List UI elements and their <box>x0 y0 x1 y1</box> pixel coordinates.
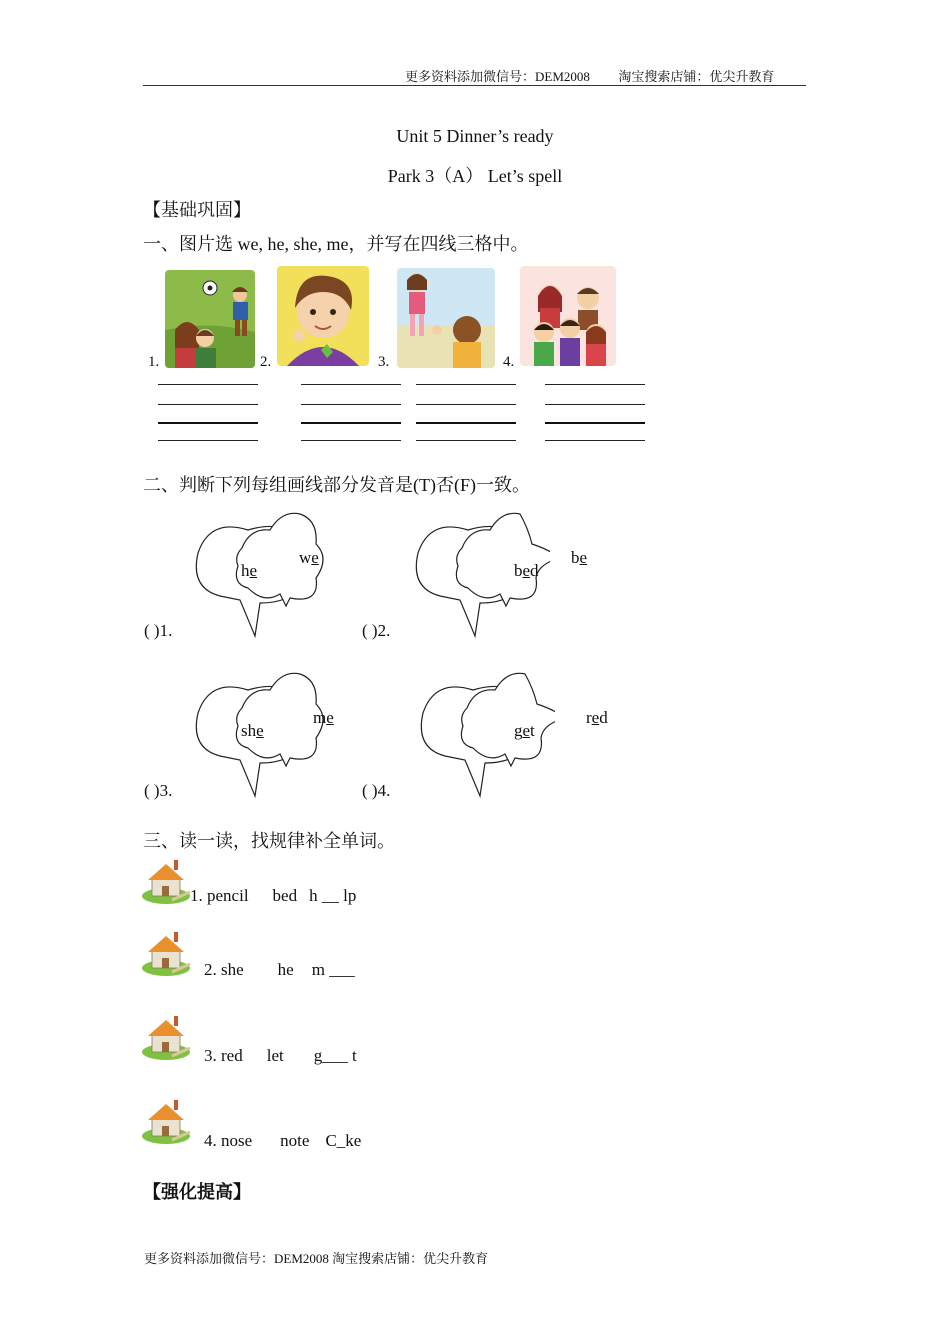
fill-blank-1[interactable]: h __ lp <box>309 886 357 905</box>
picture-boy <box>277 266 369 366</box>
answer-blank-3[interactable]: ( )3. <box>144 781 173 800</box>
answer-blank-1[interactable]: ( )1. <box>144 621 173 640</box>
q1-number-2: 2. <box>260 354 272 370</box>
word-we: we <box>299 548 319 567</box>
word-get: get <box>514 721 535 740</box>
picture-girls <box>397 268 495 368</box>
house-icon <box>142 1096 204 1148</box>
header-wechat: 更多资料添加微信号：DEM2008 <box>405 69 590 84</box>
word-she: she <box>241 721 264 740</box>
house-icon <box>142 1012 204 1064</box>
q3-heading: 三、读一读，找规律补全单词。 <box>143 831 395 851</box>
word-red: red <box>586 708 608 727</box>
page-title: Unit 5 Dinner’s ready <box>396 126 554 146</box>
fill-blank-4[interactable]: C_ke <box>325 1131 362 1150</box>
answer-blank-2[interactable]: ( )2. <box>362 621 391 640</box>
picture-soccer <box>165 270 255 368</box>
header-shop: 淘宝搜索店铺：优尖升教育 <box>618 69 775 84</box>
picture-family <box>520 266 616 366</box>
header-divider <box>143 85 806 86</box>
word-he: he <box>241 561 258 580</box>
fill-blank-2[interactable]: m ___ <box>311 960 355 979</box>
house-icon <box>142 928 204 980</box>
q3-row-2: 2. she he m ___ <box>204 960 355 979</box>
q1-number-3: 3. <box>378 354 390 370</box>
word-bed: bed <box>514 561 539 580</box>
q1-number-4: 4. <box>503 354 515 370</box>
speech-bubble-1 <box>190 508 330 643</box>
q1-heading: 一、图片选 we, he, she, me，并写在四线三格中。 <box>143 234 529 254</box>
word-be: be <box>571 548 588 567</box>
q1-number-1: 1. <box>148 354 160 370</box>
word-me: me <box>313 708 334 727</box>
page-header <box>405 66 774 85</box>
section-basic-heading: 【基础巩固】 <box>143 200 251 220</box>
answer-blank-4[interactable]: ( )4. <box>362 781 391 800</box>
section-advanced-heading: 【强化提高】 <box>143 1182 251 1202</box>
page-subtitle: Park 3（A） Let’s spell <box>387 166 563 186</box>
q3-row-4: 4. nose note C_ke <box>204 1131 362 1150</box>
q3-row-3: 3. red let g___ t <box>204 1046 357 1065</box>
q3-row-1: 1. pencil bed h __ lp <box>190 886 357 905</box>
q2-heading: 二、判断下列每组画线部分发音是(T)否(F)一致。 <box>143 475 530 495</box>
page-footer: 更多资料添加微信号：DEM2008 淘宝搜索店铺：优尖升教育 <box>144 1251 489 1266</box>
fill-blank-3[interactable]: g___ t <box>313 1046 357 1065</box>
